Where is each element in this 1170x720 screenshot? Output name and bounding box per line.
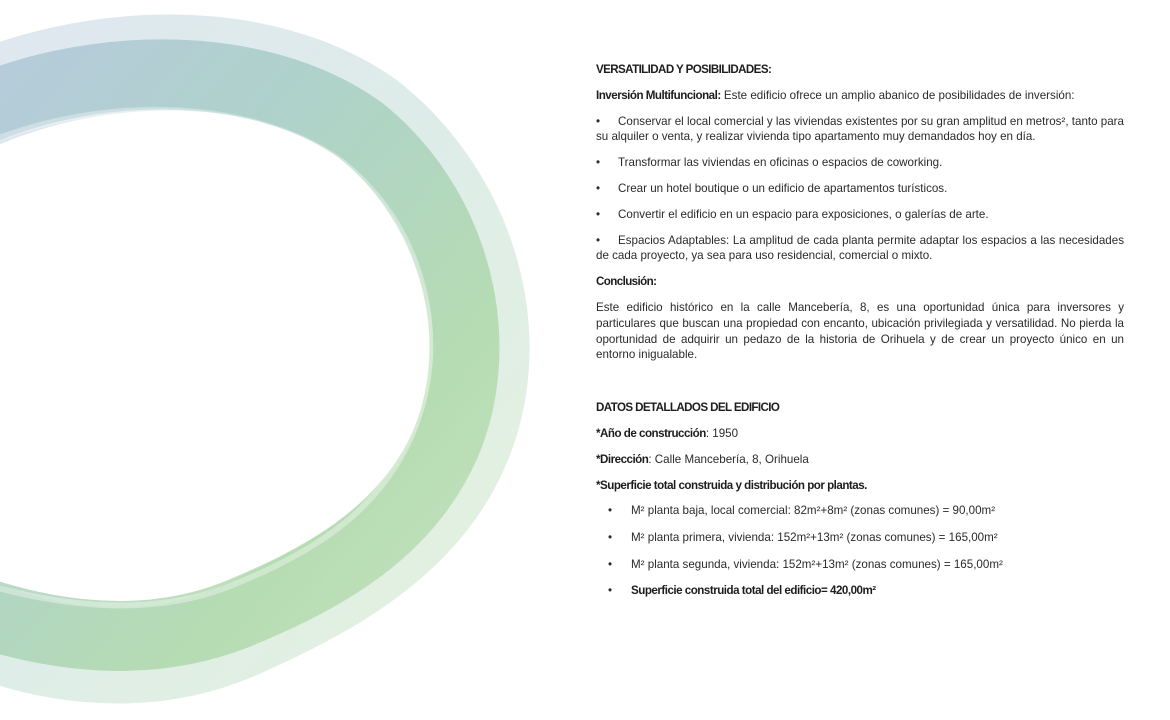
planta-item <box>596 503 1124 519</box>
bullet-marker: • <box>608 504 613 518</box>
planta-text: M² planta segunda, vivienda: 152m²+13m² (zonas comunes) = 165,00m² <box>631 557 1003 571</box>
bullet-item <box>596 207 1124 223</box>
bullet-marker: • <box>608 584 613 598</box>
bullet-text: Convertir el edificio en un espacio para exposiciones, o galerías de arte. <box>618 207 989 221</box>
bullet-marker: • <box>596 207 601 221</box>
text-column <box>596 62 1124 610</box>
address-label: *Dirección <box>596 452 649 466</box>
bullet-item <box>596 155 1124 171</box>
bullet-item <box>596 114 1124 146</box>
intro-label: Inversión Multifuncional: <box>596 88 721 102</box>
section-spacer <box>596 373 1124 400</box>
intro-paragraph <box>596 88 1124 104</box>
bullet-text: Transformar las viviendas en oficinas o espacios de coworking. <box>618 156 943 170</box>
year-line <box>596 426 1124 442</box>
bullet-item <box>596 233 1124 265</box>
bullet-marker: • <box>608 557 613 571</box>
section-heading-versatilidad: VERSATILIDAD Y POSIBILIDADES: <box>596 63 772 76</box>
conclusion-heading: Conclusión: <box>596 275 657 289</box>
bullet-text: Conservar el local comercial y las viviendas existentes por su gran amplitud en metros², tanto para su alquiler o venta, y realizar vivienda tipo apartamento muy demandados hoy en día. <box>596 114 1124 144</box>
year-value: : 1950 <box>705 426 739 440</box>
bullet-text: Crear un hotel boutique o un edificio de apartamentos turísticos. <box>618 181 948 195</box>
bullet-item <box>596 181 1124 197</box>
datos-heading: DATOS DETALLADOS DEL EDIFICIO <box>596 401 780 415</box>
conclusion-paragraph: Este edificio histórico en la calle Mancebería, 8, es una oportunidad única para inversores y particulares que buscan una propiedad con encanto, ubicación privilegiada y versatilidad. No pierda la oportunidad de adquirir un pedazo de la historia de Orihuela y de crear un proyecto único en un entorno inigualable. <box>596 300 1124 362</box>
bullet-marker: • <box>608 530 613 544</box>
total-surface-item <box>596 583 1124 599</box>
total-surface-text: Superficie construida total del edificio= 420,00m² <box>631 584 876 598</box>
surface-heading: *Superficie total construida y distribución por plantas. <box>596 478 867 492</box>
bullet-text: Espacios Adaptables: La amplitud de cada planta permite adaptar los espacios a las necesidades de cada proyecto, ya sea para uso residencial, comercial o mixto. <box>596 233 1124 263</box>
planta-item <box>596 557 1124 573</box>
planta-item <box>596 530 1124 546</box>
intro-text: Este edificio ofrece un amplio abanico de posibilidades de inversión: <box>720 88 1075 102</box>
bullet-marker: • <box>596 114 601 128</box>
year-label: *Año de construcción <box>596 426 706 440</box>
planta-text: M² planta primera, vivienda: 152m²+13m² (zonas comunes) = 165,00m² <box>631 530 998 544</box>
bullet-marker: • <box>596 156 601 170</box>
planta-text: M² planta baja, local comercial: 82m²+8m² (zonas comunes) = 90,00m² <box>631 504 996 518</box>
bullet-marker: • <box>596 181 601 195</box>
address-line <box>596 452 1124 468</box>
ring-band <box>0 74 464 636</box>
address-value: : Calle Mancebería, 8, Orihuela <box>648 452 809 466</box>
bullet-marker: • <box>596 233 601 247</box>
